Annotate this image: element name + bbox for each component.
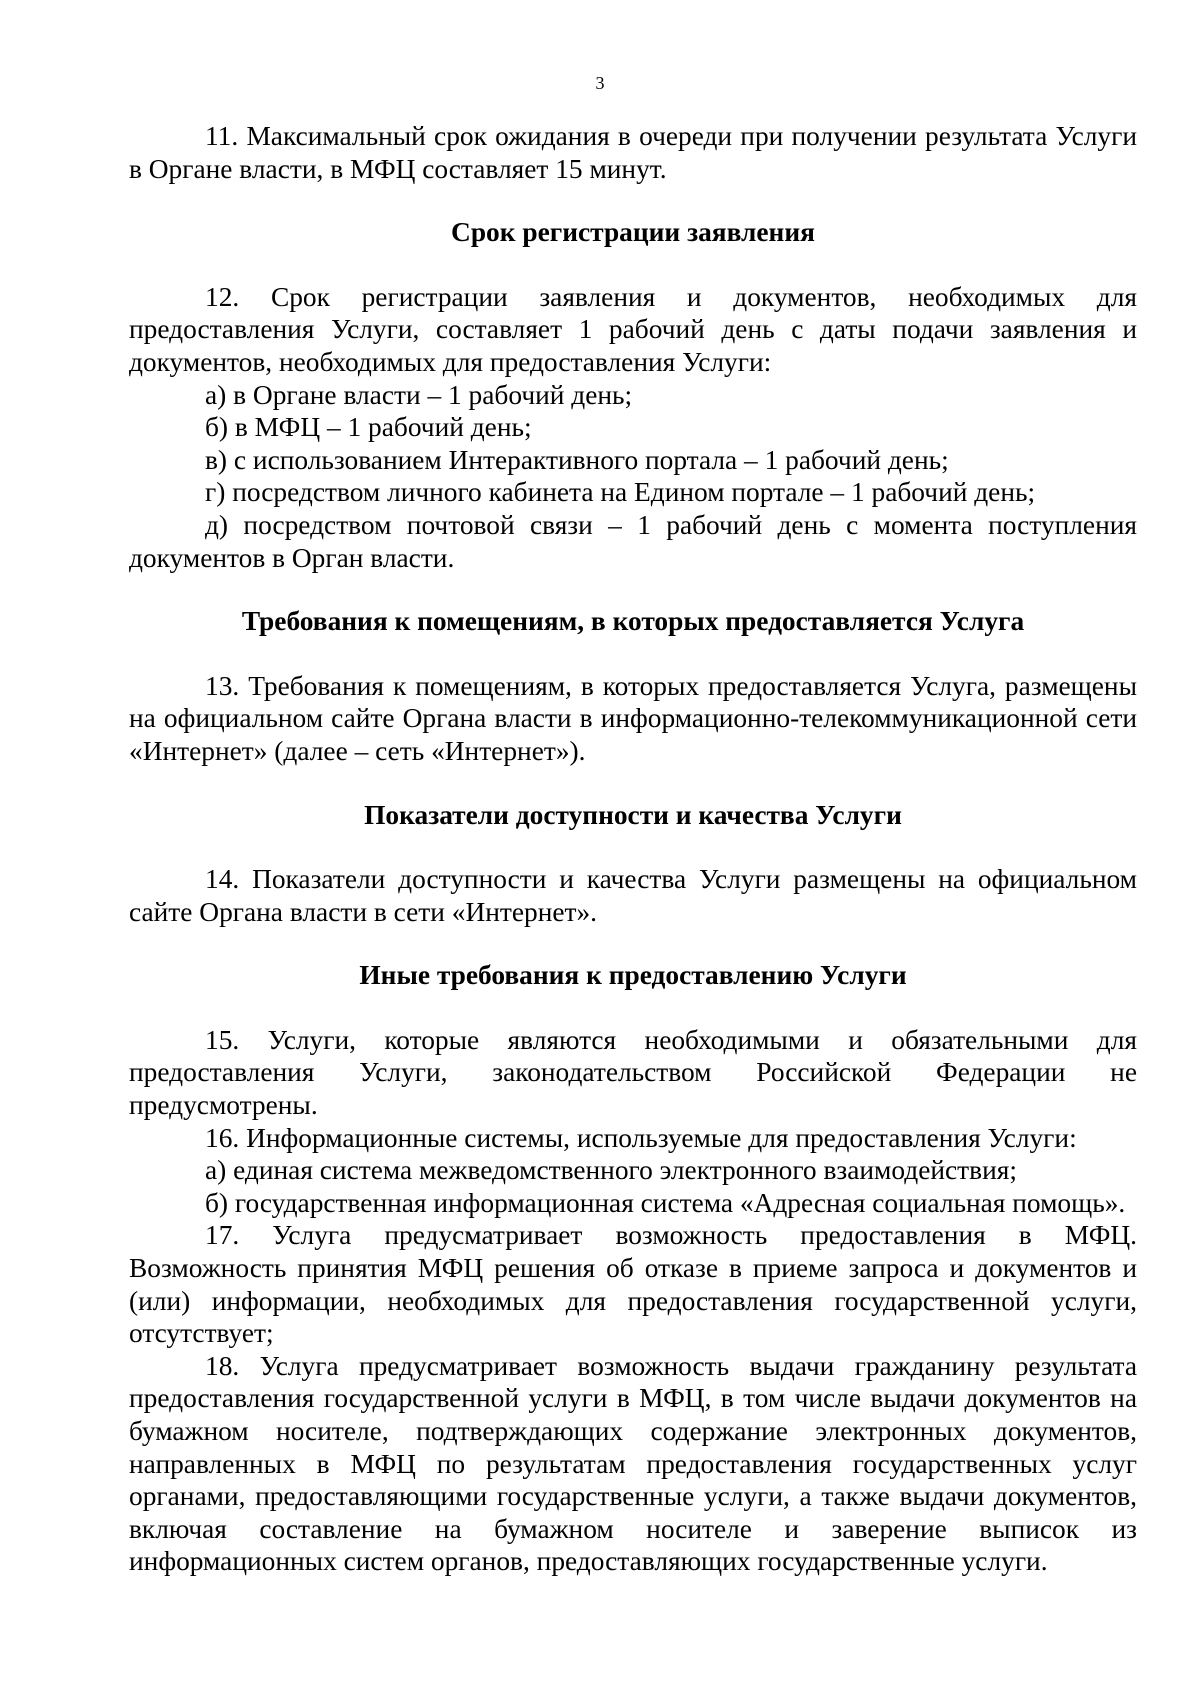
section-heading-accessibility-indicators: Показатели доступности и качества Услуги [364,799,902,830]
list-item-12d: д) посредством почтовой связи – 1 рабочий день с момента поступления документов в Орган власти. [129,509,1137,573]
paragraph-12: 12. Срок регистрации заявления и документов, необходимых для предоставления Услуги, составляет 1 рабочий день с даты подачи заявления и документов, необходимых для предоставления Услуги: [129,281,1137,377]
paragraph-14: 14. Показатели доступности и качества Услуги размещены на официальном сайте Органа власти в сети «Интернет». [129,864,1137,927]
document-body [129,120,1137,1578]
list-item-16b: б) государственная информационная система «Адресная социальная помощь». [205,1187,1126,1218]
list-item-12g: г) посредством личного кабинета на Едином портале – 1 рабочий день; [205,477,1036,508]
paragraph-13: 13. Требования к помещениям, в которых предоставляется Услуга, размещены на официальном сайте Органа власти в информационно-телекоммуникационной сети «Интернет» (далее – сеть «Интернет»). [129,670,1137,766]
list-item-12v: в) с использованием Интерактивного портала – 1 рабочий день; [205,444,949,475]
section-heading-other-requirements: Иные требования к предоставлению Услуги [359,960,907,991]
paragraph-18: 18. Услуга предусматривает возможность выдачи гражданину результата предоставления государственной услуги в МФЦ, в том числе выдачи документов на бумажном носителе, подтверждающих содержание электронных документов, направленных в МФЦ по результатам предоставления государственных услуг органами, предоставляющими государственные услуги, а также выдачи документов, включая составление на бумажном носителе и заверение выписок из информационных систем органов, предоставляющих государственные услуги. [129,1350,1137,1577]
list-item-12a: а) в Органе власти – 1 рабочий день; [205,379,633,410]
paragraph-15: 15. Услуги, которые являются необходимыми и обязательными для предоставления Услуги, законодательством Российской Федерации не предусмотрены. [129,1024,1137,1121]
page-number: 3 [595,73,605,93]
list-item-16a: а) единая система межведомственного электронного взаимодействия; [205,1155,1017,1186]
paragraph-11: 11. Максимальный срок ожидания в очереди при получении результата Услуги в Органе власти, в МФЦ составляет 15 минут. [129,121,1137,184]
section-heading-premises-requirements: Требования к помещениям, в которых предоставляется Услуга [241,606,1025,637]
paragraph-16: 16. Информационные системы, используемые для предоставления Услуги: [205,1122,1077,1153]
section-heading-registration-term: Срок регистрации заявления [451,217,815,248]
paragraph-17: 17. Услуга предусматривает возможность предоставления в МФЦ. Возможность принятия МФЦ решения об отказе в приеме запроса и документов и (или) информации, необходимых для предоставления государственной услуги, отсутствует; [129,1220,1137,1349]
list-item-12b: б) в МФЦ – 1 рабочий день; [205,412,532,443]
